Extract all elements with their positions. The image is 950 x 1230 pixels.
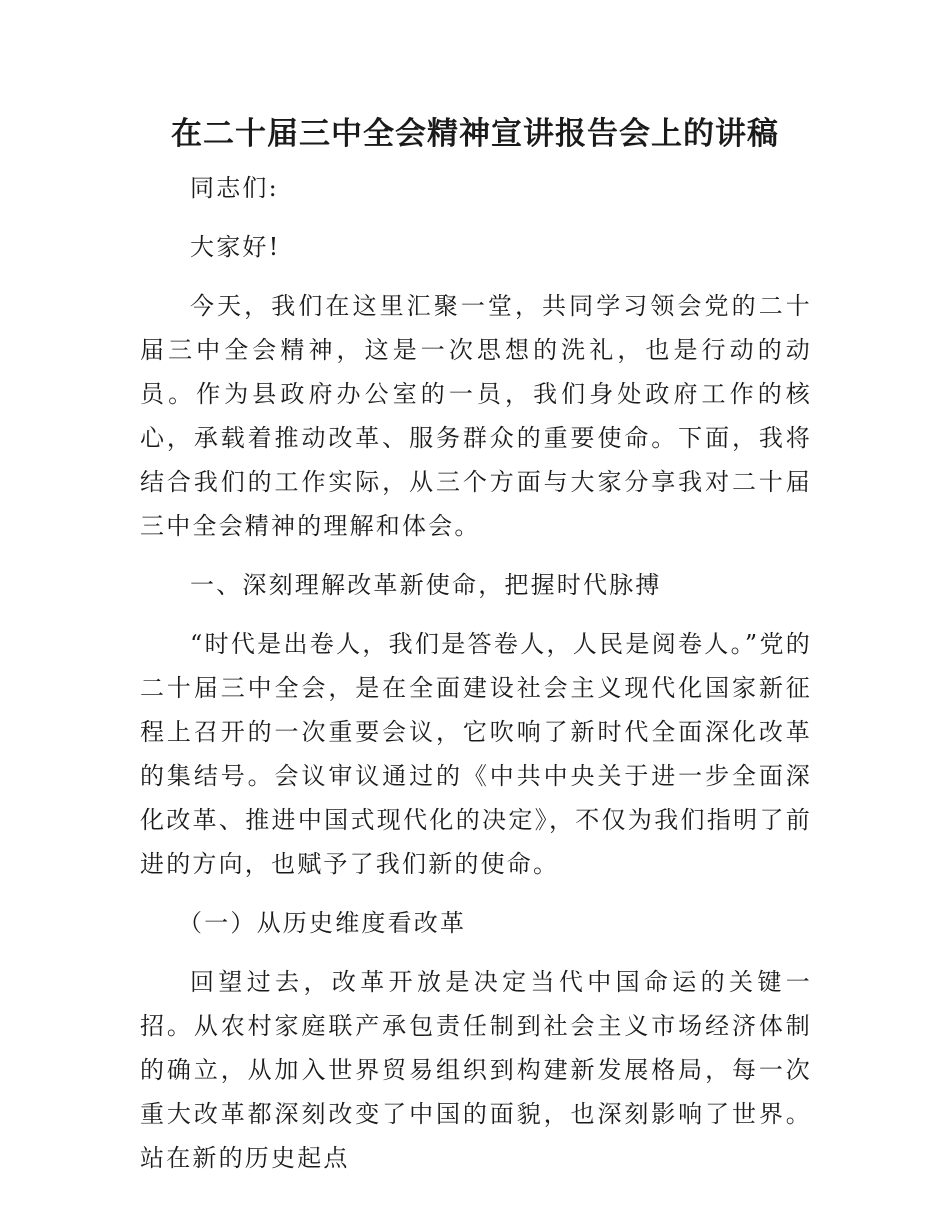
subsection-heading: （一）从历史维度看改革: [178, 909, 467, 937]
subsection-paragraph: 回望过去，改革开放是决定当代中国命运的关键一招。从农村家庭联产承包责任制到社会主义市场经济体制的确立，从加入世界贸易组织到构建新发展格局，每一次重大改革都深刻改变了中国的面貌，也深刻影响了世界。站在新的历史起点: [140, 968, 812, 1172]
section-paragraph: “时代是出卷人，我们是答卷人，人民是阅卷人。”党的二十届三中全会，是在全面建设社会主义现代化国家新征程上召开的一次重要会议，它吹响了新时代全面深化改革的集结号。会议审议通过的《中共中央关于进一步全面深化改革、推进中国式现代化的决定》，不仅为我们指明了前进的方向，也赋予了我们新的使命。: [140, 630, 812, 878]
section-heading: 一、深刻理解改革新使命，把握时代脉搏: [190, 571, 662, 599]
opening-paragraph: 今天，我们在这里汇聚一堂，共同学习领会党的二十届三中全会精神，这是一次思想的洗礼，也是行动的动员。作为县政府办公室的一员，我们身处政府工作的核心，承载着推动改革、服务群众的重要使命。下面，我将结合我们的工作实际，从三个方面与大家分享我对二十届三中全会精神的理解和体会。: [140, 292, 812, 540]
document-title: 在二十届三中全会精神宣讲报告会上的讲稿: [171, 116, 779, 152]
document-body: [140, 166, 812, 1195]
greeting: 大家好!: [190, 233, 281, 261]
salutation: 同志们:: [190, 174, 279, 202]
